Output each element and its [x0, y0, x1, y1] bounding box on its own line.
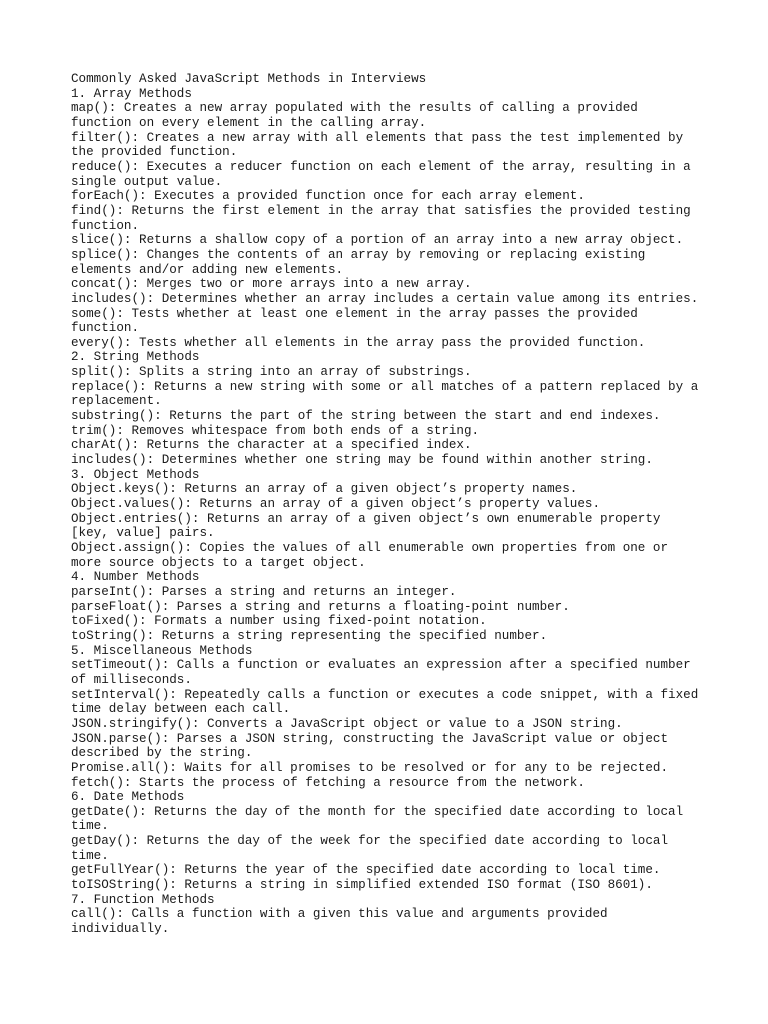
text-line: slice(): Returns a shallow copy of a portion of an array into a new array object.	[71, 233, 684, 248]
text-line: includes(): Determines whether one string may be found within another string.	[71, 453, 653, 468]
text-line: JSON.parse(): Parses a JSON string, constructing the JavaScript value or object	[71, 731, 669, 746]
text-line: replacement.	[71, 394, 162, 409]
text-line: charAt(): Returns the character at a specified index.	[71, 438, 472, 453]
text-line: time.	[71, 848, 109, 863]
text-line: substring(): Returns the part of the string between the start and end indexes.	[71, 409, 661, 424]
section-heading-number-methods: 4. Number Methods	[71, 570, 200, 585]
text-line: more source objects to a target object.	[71, 555, 366, 570]
section-heading-function-methods: 7. Function Methods	[71, 892, 215, 907]
document-page	[71, 72, 711, 937]
text-line: [key, value] pairs.	[71, 526, 215, 541]
text-line: elements and/or adding new elements.	[71, 262, 344, 277]
section-heading-array-methods: 1. Array Methods	[71, 86, 192, 101]
text-line: setTimeout(): Calls a function or evaluates an expression after a specified number	[71, 658, 691, 673]
section-heading-date-methods: 6. Date Methods	[71, 790, 185, 805]
text-line: parseFloat(): Parses a string and returns a floating-point number.	[71, 599, 570, 614]
text-line: function.	[71, 218, 140, 233]
text-line: reduce(): Executes a reducer function on each element of the array, resulting in a	[71, 159, 691, 174]
text-line: Promise.all(): Waits for all promises to be resolved or for any to be rejected.	[71, 760, 669, 775]
text-line: getDay(): Returns the day of the week for the specified date according to local	[71, 834, 669, 849]
text-line: Object.keys(): Returns an array of a given object’s property names.	[71, 482, 578, 497]
text-line: find(): Returns the first element in the array that satisfies the provided testing	[71, 203, 691, 218]
text-line: includes(): Determines whether an array includes a certain value among its entries.	[71, 291, 699, 306]
section-heading-object-methods: 3. Object Methods	[71, 467, 200, 482]
text-line: toFixed(): Formats a number using fixed-point notation.	[71, 614, 487, 629]
text-line: replace(): Returns a new string with some or all matches of a pattern replaced by a	[71, 379, 699, 394]
text-line: map(): Creates a new array populated with the results of calling a provided	[71, 101, 638, 116]
section-heading-string-methods: 2. String Methods	[71, 350, 200, 365]
text-line: time delay between each call.	[71, 702, 291, 717]
text-line: of milliseconds.	[71, 672, 192, 687]
text-line: the provided function.	[71, 145, 238, 160]
text-line: concat(): Merges two or more arrays into a new array.	[71, 277, 472, 292]
text-line: Object.values(): Returns an array of a given object’s property values.	[71, 497, 601, 512]
text-line: Object.assign(): Copies the values of all enumerable own properties from one or	[71, 541, 669, 555]
text-line: splice(): Changes the contents of an array by removing or replacing existing	[71, 247, 646, 262]
text-line: filter(): Creates a new array with all elements that pass the test implemented by	[71, 130, 684, 145]
text-line: single output value.	[71, 174, 223, 189]
text-line: trim(): Removes whitespace from both ends of a string.	[71, 423, 480, 438]
text-line: toString(): Returns a string representing the specified number.	[71, 628, 548, 643]
text-line: forEach(): Executes a provided function once for each array element.	[71, 189, 585, 204]
text-line: individually.	[71, 922, 170, 937]
text-line: getFullYear(): Returns the year of the specified date according to local time.	[71, 863, 661, 878]
document-title: Commonly Asked JavaScript Methods in Interviews	[71, 72, 427, 86]
text-line: Object.entries(): Returns an array of a given object’s own enumerable property	[71, 511, 661, 526]
text-line: every(): Tests whether all elements in the array pass the provided function.	[71, 335, 646, 350]
text-line: fetch(): Starts the process of fetching a resource from the network.	[71, 775, 585, 790]
text-line: setInterval(): Repeatedly calls a function or executes a code snippet, with a fixed	[71, 687, 699, 702]
text-line: toISOString(): Returns a string in simplified extended ISO format (ISO 8601).	[71, 878, 653, 893]
text-line: described by the string.	[71, 746, 253, 761]
text-line: function.	[71, 321, 140, 336]
text-line: function on every element in the calling array.	[71, 115, 427, 130]
text-line: getDate(): Returns the day of the month for the specified date according to local	[71, 804, 684, 819]
text-line: split(): Splits a string into an array of substrings.	[71, 365, 472, 380]
text-line: JSON.stringify(): Converts a JavaScript object or value to a JSON string.	[71, 716, 623, 731]
text-line: parseInt(): Parses a string and returns an integer.	[71, 584, 457, 599]
text-line: time.	[71, 819, 109, 834]
text-line: call(): Calls a function with a given this value and arguments provided	[71, 907, 608, 922]
section-heading-miscellaneous-methods: 5. Miscellaneous Methods	[71, 643, 253, 658]
text-line: some(): Tests whether at least one element in the array passes the provided	[71, 306, 638, 321]
